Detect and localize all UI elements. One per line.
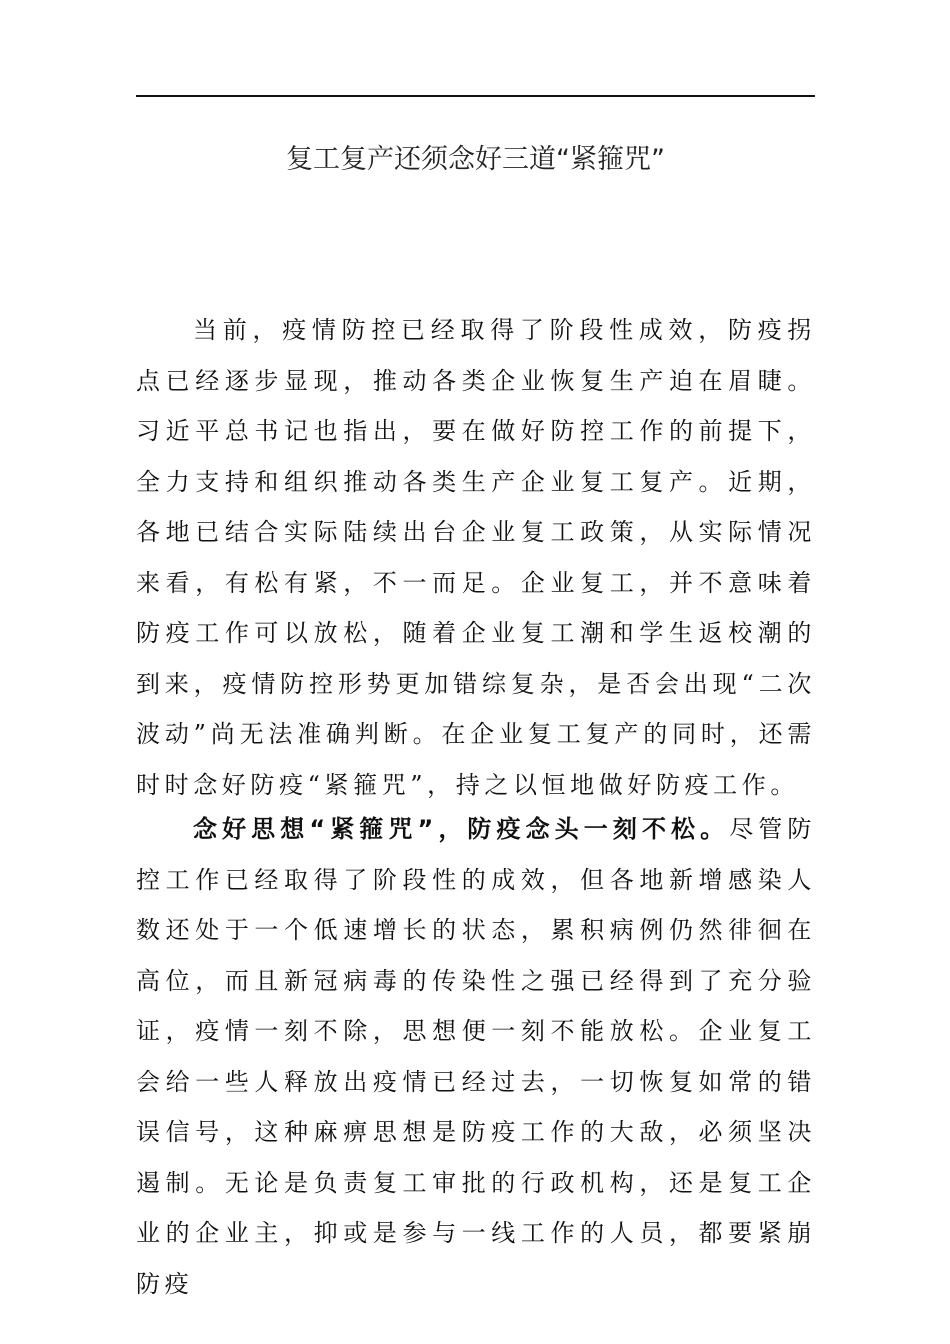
header-rule: [136, 95, 815, 97]
paragraph-lead: 念好思想“紧箍咒”，防疫念头一刻不松。: [193, 815, 730, 843]
body-paragraph: [136, 305, 816, 810]
body-paragraph: [136, 804, 816, 1309]
paragraph-text: 当前，疫情防控已经取得了阶段性成效，防疫拐点已经逐步显现，推动各类企业恢复生产迫在眉睫。习近平总书记也指出，要在做好防控工作的前提下，全力支持和组织推动各类生产企业复工复产。近期，各地已结合实际陆续出台企业复工政策，从实际情况来看，有松有紧，不一而足。企业复工，并不意味着防疫工作可以放松，随着企业复工潮和学生返校潮的到来，疫情防控形势更加错综复杂，是否会出现“二次波动”尚无法准确判断。在企业复工复产的同时，还需时时念好防疫“紧箍咒”，持之以恒地做好防疫工作。: [136, 316, 816, 799]
paragraph-text: 尽管防控工作已经取得了阶段性的成效，但各地新增感染人数还处于一个低速增长的状态，累积病例仍然徘徊在高位，而且新冠病毒的传染性之强已经得到了充分验证，疫情一刻不除，思想便一刻不能放松。企业复工会给一些人释放出疫情已经过去，一切恢复如常的错误信号，这种麻痹思想是防疫工作的大敌，必须坚决遏制。无论是负责复工审批的行政机构，还是复工企业的企业主，抑或是参与一线工作的人员，都要紧崩防疫: [136, 815, 816, 1298]
document-title: 复工复产还须念好三道“紧箍咒”: [286, 144, 665, 175]
